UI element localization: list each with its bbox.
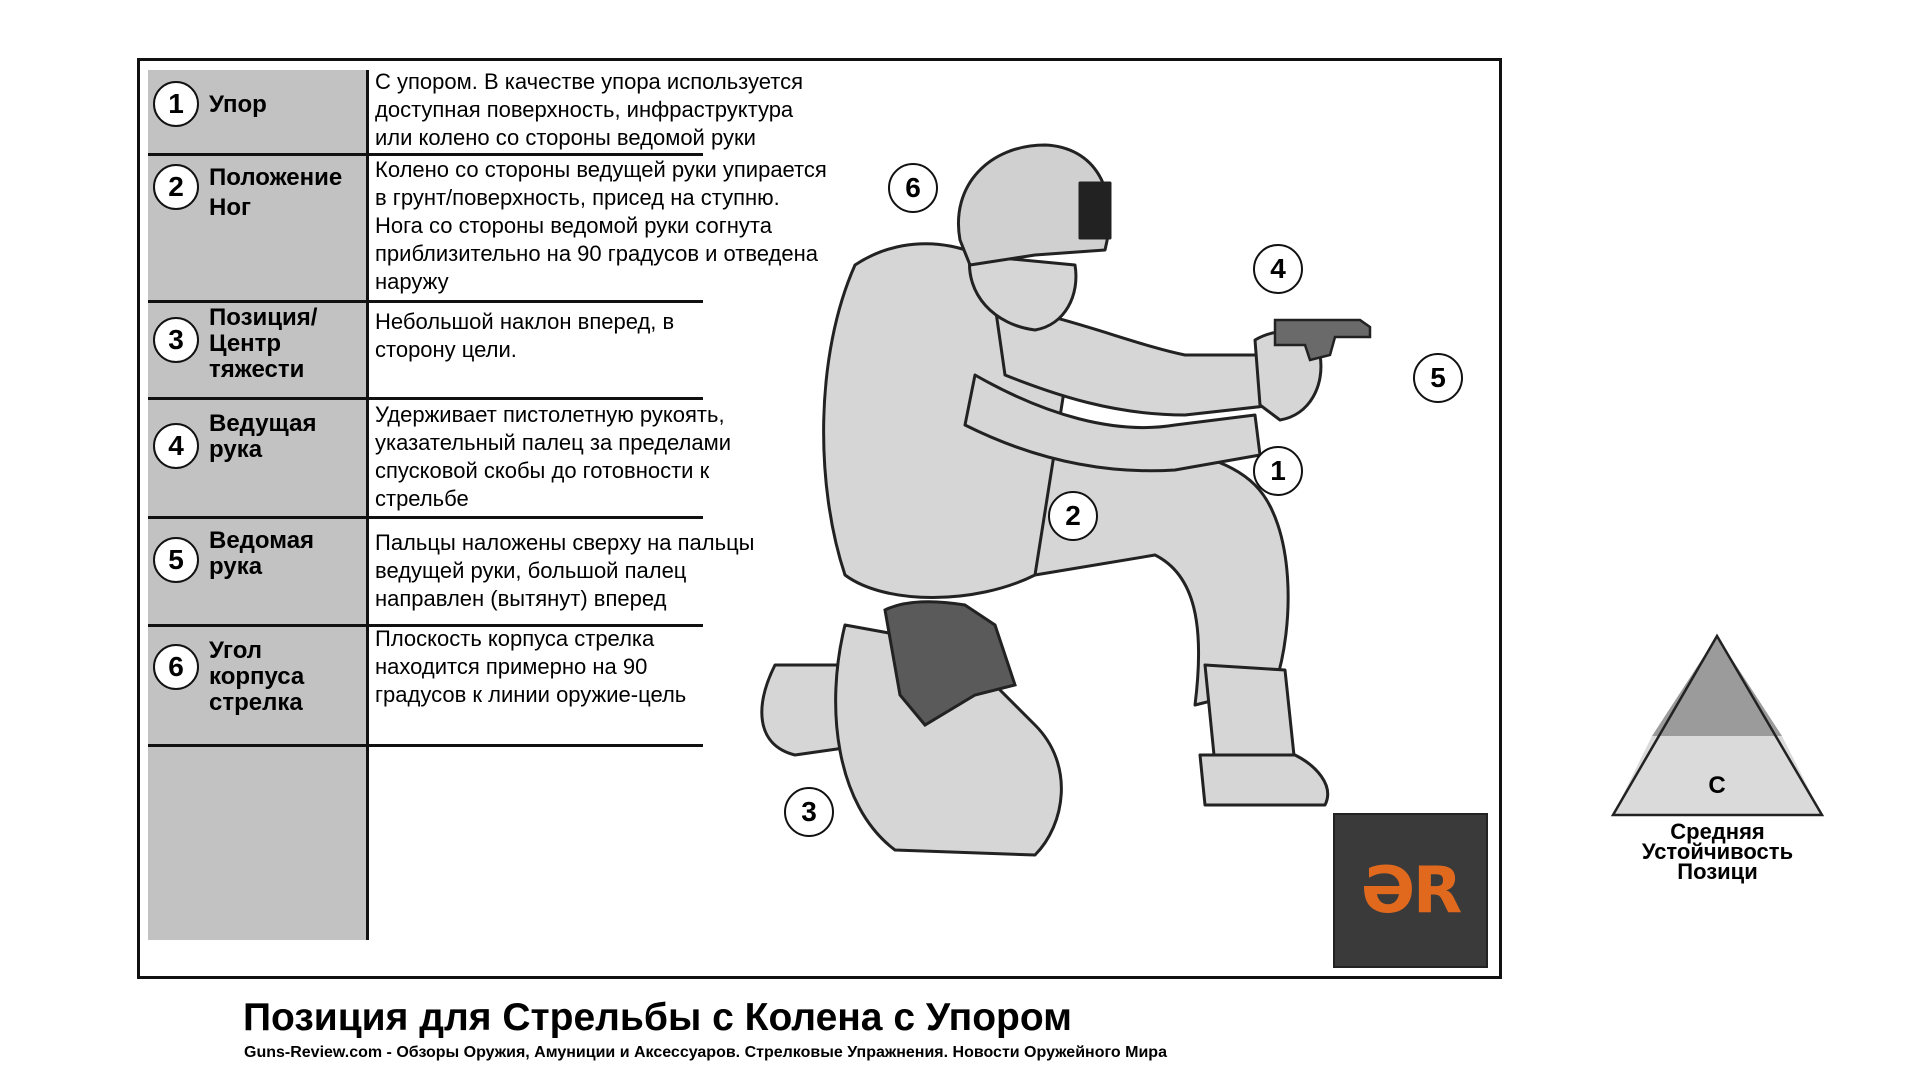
row-number: 4 bbox=[153, 423, 199, 469]
stability-label: Средняя Устойчивость Позици bbox=[1641, 819, 1794, 884]
row-number: 2 bbox=[153, 164, 199, 210]
row-3 bbox=[148, 303, 703, 397]
row-6 bbox=[148, 627, 703, 744]
row-number: 3 bbox=[153, 317, 199, 363]
callout-marker: 4 bbox=[1253, 244, 1303, 294]
page-subtitle: Guns-Review.com - Обзоры Оружия, Амуниции и Аксессуаров. Стрелковые Упражнения. Новости Оружейного Мира bbox=[244, 1044, 1167, 1061]
row-description: Колено со стороны ведущей руки упирается в грунт/поверхность, присед на ступню. Нога со стороны ведомой руки согнута приблизительно на 90 градусов и отведена наружу bbox=[375, 157, 827, 294]
row-number: 5 bbox=[153, 537, 199, 583]
row-description: Небольшой наклон вперед, в сторону цели. bbox=[375, 309, 675, 362]
row-label: Упор bbox=[209, 91, 267, 118]
callout-marker: 1 bbox=[1253, 446, 1303, 496]
row-divider bbox=[148, 744, 703, 747]
row-2 bbox=[148, 156, 827, 300]
callout-marker: 6 bbox=[888, 163, 938, 213]
row-label: Угол корпуса стрелка bbox=[209, 637, 305, 716]
stability-triangle bbox=[1610, 633, 1825, 818]
kneeling-shooter-illustration bbox=[735, 105, 1495, 875]
row-label: Ведущая рука bbox=[209, 410, 317, 463]
callout-marker: 5 bbox=[1413, 353, 1463, 403]
row-description: С упором. В качестве упора используется доступная поверхность, инфраструктура или колено со стороны ведомой руки bbox=[375, 69, 804, 150]
row-description: Пальцы наложены сверху на пальцы ведущей руки, большой палец направлен (вытянут) вперед bbox=[375, 530, 755, 611]
callout-marker: 2 bbox=[1048, 491, 1098, 541]
row-description: Удерживает пистолетную рукоять, указательный палец за пределами спусковой скобы до готовности к стрельбе bbox=[375, 402, 732, 511]
row-4 bbox=[148, 400, 732, 516]
row-description: Плоскость корпуса стрелка находится примерно на 90 градусов к линии оружие-цель bbox=[375, 626, 687, 707]
page-title: Позиция для Стрельбы с Колена с Упором bbox=[243, 996, 1072, 1039]
callout-marker: 3 bbox=[784, 787, 834, 837]
gr-logo: ƏR bbox=[1333, 813, 1488, 968]
row-5 bbox=[148, 519, 755, 624]
row-label: Позиция/ Центр тяжести bbox=[209, 304, 318, 383]
row-number: 6 bbox=[153, 644, 199, 690]
row-label: Ведомая рука bbox=[209, 527, 315, 580]
row-label: Положение Ног bbox=[209, 164, 343, 221]
row-1 bbox=[148, 69, 804, 153]
stability-grade: C bbox=[1708, 772, 1726, 799]
row-number: 1 bbox=[153, 81, 199, 127]
